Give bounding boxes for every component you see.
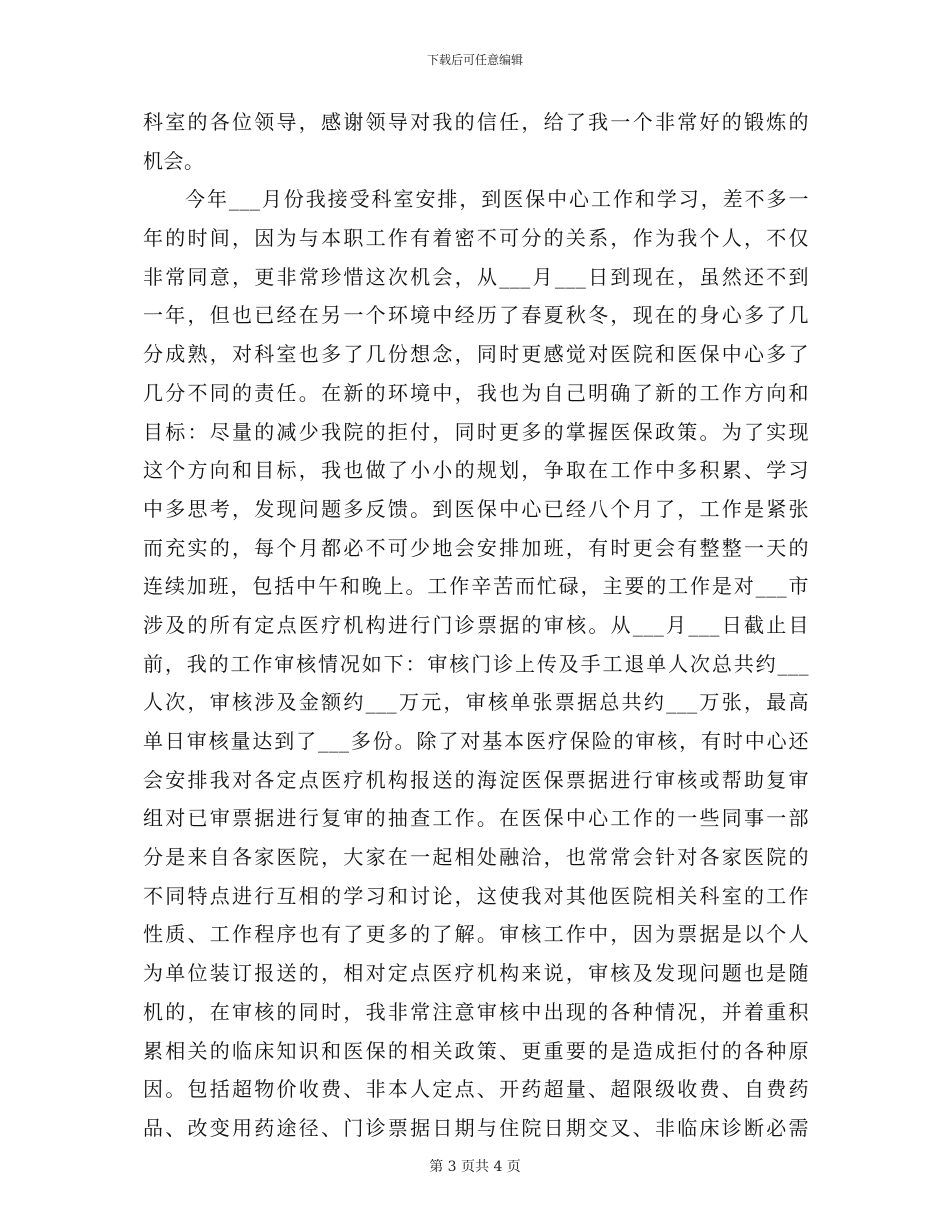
- text-line: 不同特点进行互相的学习和讨论，这使我对其他医院相关科室的工作: [143, 883, 809, 908]
- text-line: 目标：尽量的减少我院的拒付，同时更多的掌握医保政策。为了实现: [143, 419, 809, 444]
- text-line: 非常同意，更非常珍惜这次机会，从___月___日到现在，虽然还不到: [143, 264, 809, 289]
- page-footer: 第 3 页共 4 页: [429, 1159, 521, 1175]
- text-line: 机的，在审核的同时，我非常注意审核中出现的各种情况，并着重积: [143, 999, 809, 1024]
- text-line: 品、改变用药途径、门诊票据日期与住院日期交叉、非临床诊断必需: [143, 1115, 809, 1140]
- text-line: 涉及的所有定点医疗机构进行门诊票据的审核。从___月___日截止目: [143, 612, 809, 637]
- text-line: 分成熟，对科室也多了几份想念，同时更感觉对医院和医保中心多了: [143, 342, 809, 367]
- text-line: 累相关的临床知识和医保的相关政策、更重要的是造成拒付的各种原: [143, 1038, 809, 1063]
- text-line: 科室的各位领导，感谢领导对我的信任，给了我一个非常好的锻炼的: [143, 110, 809, 134]
- text-line: 中多思考，发现问题多反馈。到医保中心已经八个月了，工作是紧张: [143, 496, 809, 521]
- text-line: 机会。: [143, 148, 205, 173]
- text-line: 年的时间，因为与本职工作有着密不可分的关系，作为我个人，不仅: [143, 226, 809, 251]
- text-line: 分是来自各家医院，大家在一起相处融洽，也常常会针对各家医院的: [143, 845, 809, 870]
- text-line: 因。包括超物价收费、非本人定点、开药超量、超限级收费、自费药: [143, 1077, 809, 1102]
- page-header: 下载后可任意编辑: [426, 53, 523, 67]
- text-line: 为单位装订报送的，相对定点医疗机构来说，审核及发现问题也是随: [143, 961, 809, 986]
- text-line: 今年___月份我接受科室安排，到医保中心工作和学习，差不多一: [185, 187, 809, 212]
- text-line: 单日审核量达到了___多份。除了对基本医疗保险的审核，有时中心还: [143, 729, 809, 753]
- text-line: 组对已审票据进行复审的抽查工作。在医保中心工作的一些同事一部: [143, 806, 809, 831]
- text-line: 这个方向和目标，我也做了小小的规划，争取在工作中多积累、学习: [143, 458, 809, 483]
- text-line: 连续加班，包括中午和晚上。工作辛苦而忙碌，主要的工作是对___市: [143, 574, 809, 599]
- text-line: 几分不同的责任。在新的环境中，我也为自己明确了新的工作方向和: [143, 380, 809, 405]
- text-line: 前，我的工作审核情况如下：审核门诊上传及手工退单人次总共约___: [143, 651, 809, 676]
- text-line: 而充实的，每个月都必不可少地会安排加班，有时更会有整整一天的: [143, 535, 809, 560]
- text-line: 会安排我对各定点医疗机构报送的海淀医保票据进行审核或帮助复审: [143, 767, 809, 792]
- text-line: 一年，但也已经在另一个环境中经历了春夏秋冬，现在的身心多了几: [143, 303, 809, 328]
- text-line: 性质、工作程序也有了更多的了解。审核工作中，因为票据是以个人: [143, 922, 809, 947]
- body-text: [143, 103, 809, 1148]
- text-line: 人次，审核涉及金额约___万元，审核单张票据总共约___万张，最高: [143, 690, 809, 715]
